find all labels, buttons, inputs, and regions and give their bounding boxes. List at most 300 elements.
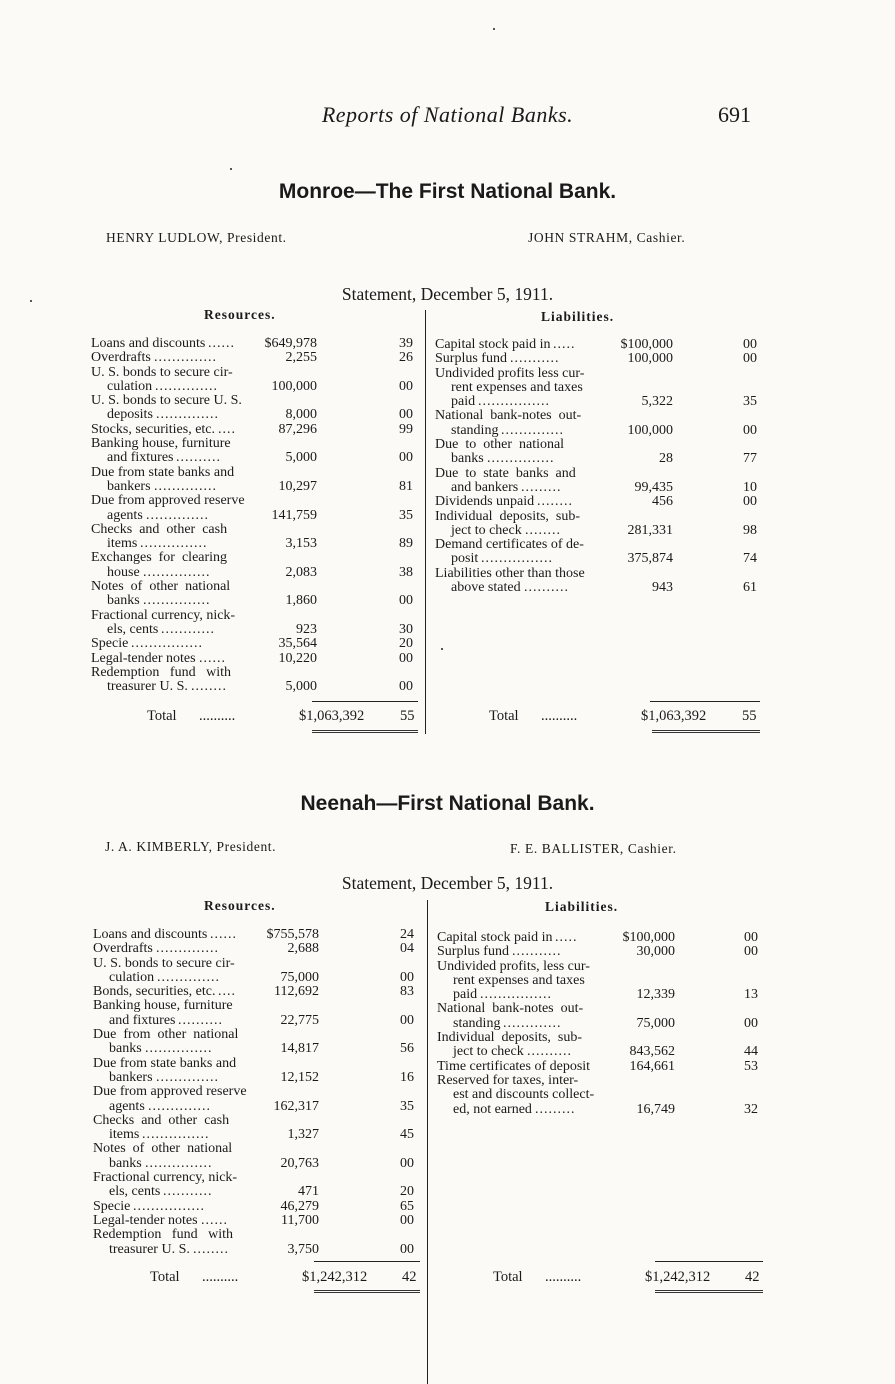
ledger-amount-cents: 00 xyxy=(399,650,413,666)
ledger-label: Fractional currency, nick- xyxy=(93,1170,238,1186)
ledger-label: Individual deposits, sub- xyxy=(435,508,581,524)
leader-dots: .............. xyxy=(157,969,220,985)
liabilities-double-rule xyxy=(652,730,760,733)
ledger-row xyxy=(437,931,767,945)
ledger-amount-cents: 35 xyxy=(400,1098,414,1114)
leader-dots: ................ xyxy=(478,394,550,410)
president-line: HENRY LUDLOW, President. xyxy=(106,230,287,245)
ledger-amount-dollars: $100,000 xyxy=(620,337,673,352)
ledger-amount-cents: 00 xyxy=(399,450,413,466)
ledger-amount-cents: 00 xyxy=(743,494,757,510)
ledger-row xyxy=(93,1028,423,1042)
ledger-row xyxy=(93,1057,423,1071)
leader-dots: .............. xyxy=(501,422,564,438)
ledger-label: Stocks, securities, etc. xyxy=(91,421,216,437)
ledger-label: Undivided profits, less cur- xyxy=(437,958,590,974)
ledger-row xyxy=(435,438,765,452)
ledger-amount-cents: 98 xyxy=(743,522,757,538)
ledger-amount-dollars: 471 xyxy=(298,1184,319,1200)
ledger-row xyxy=(435,409,765,423)
ledger-label: Checks and other cash xyxy=(91,521,228,537)
ledger-row xyxy=(435,367,765,381)
ledger-amount-dollars: 16,749 xyxy=(636,1101,675,1117)
ledger-amount-cents: 00 xyxy=(744,944,758,960)
ledger-amount-cents: 00 xyxy=(744,1015,758,1031)
total-label: Total xyxy=(150,1269,180,1285)
leader-dots: ............. xyxy=(503,1015,562,1031)
leader-dots: ......... xyxy=(521,479,562,495)
ledger-label: Overdrafts xyxy=(91,350,151,366)
total-liabilities-value: $1,063,392 xyxy=(641,708,707,724)
ledger-label: Checks and other cash xyxy=(93,1112,230,1128)
resources-total-row xyxy=(147,708,422,724)
ledger-amount-cents: 00 xyxy=(399,407,413,423)
ledger-amount-cents: 00 xyxy=(400,969,414,985)
leader-dots: ................ xyxy=(481,551,553,567)
ledger-label: Fractional currency, nick- xyxy=(91,607,236,623)
liabilities-sum-rule xyxy=(655,1261,763,1262)
ledger-label: and fixtures xyxy=(107,450,174,466)
total-dots: .......... xyxy=(199,708,236,724)
leader-dots: ............... xyxy=(145,1041,213,1057)
ledger-row xyxy=(93,1171,423,1185)
ledger-amount-cents: 39 xyxy=(399,336,413,351)
ledger-row xyxy=(91,494,421,508)
ledger-row xyxy=(93,1243,423,1257)
ledger-amount-cents: 00 xyxy=(743,351,757,367)
leader-dots: ...... xyxy=(208,336,235,351)
liabilities-ledger xyxy=(435,338,765,595)
running-title: Reports of National Banks. xyxy=(321,102,574,127)
ledger-amount-cents: 65 xyxy=(400,1198,414,1214)
leader-dots: ......... xyxy=(535,1101,576,1117)
column-divider xyxy=(427,900,428,1384)
leader-dots: .......... xyxy=(178,1012,223,1028)
resources-sum-rule xyxy=(312,701,418,702)
ledger-amount-dollars: 3,750 xyxy=(287,1241,319,1257)
ledger-amount-dollars: 20,763 xyxy=(280,1155,319,1171)
scan-speck xyxy=(30,300,32,302)
ledger-label: Specie xyxy=(93,1198,131,1214)
ledger-amount-dollars: 843,562 xyxy=(629,1044,675,1060)
leader-dots: .............. xyxy=(146,507,209,523)
statement-date: Statement, December 5, 1911. xyxy=(341,873,554,893)
ledger-label: Overdrafts xyxy=(93,941,153,957)
ledger-row xyxy=(435,495,765,509)
ledger-label: banks xyxy=(107,593,140,609)
liabilities-heading: Liabilities. xyxy=(541,309,615,324)
total-liabilities-value: $1,242,312 xyxy=(645,1269,711,1285)
ledger-row xyxy=(93,1071,423,1085)
leader-dots: ........... xyxy=(510,351,560,367)
ledger-label: Reserved for taxes, inter- xyxy=(437,1072,579,1088)
leader-dots: .... xyxy=(218,421,236,437)
ledger-row xyxy=(91,423,421,437)
ledger-label: and bankers xyxy=(451,479,519,495)
leader-dots: ............ xyxy=(161,621,215,637)
ledger-amount-dollars: $649,978 xyxy=(264,336,317,351)
ledger-label: Due from other national xyxy=(93,1027,239,1043)
ledger-row xyxy=(93,957,423,971)
ledger-row xyxy=(437,1060,767,1074)
ledger-label: Specie xyxy=(91,636,129,652)
ledger-amount-cents: 00 xyxy=(400,1212,414,1228)
leader-dots: ...... xyxy=(201,1212,228,1228)
ledger-amount-cents: 00 xyxy=(399,593,413,609)
ledger-row xyxy=(91,509,421,523)
ledger-amount-dollars: 2,083 xyxy=(285,564,317,580)
total-dots: .......... xyxy=(202,1269,239,1285)
ledger-amount-cents: 00 xyxy=(743,422,757,438)
leader-dots: ............... xyxy=(487,451,555,467)
total-resources-cents: 42 xyxy=(402,1269,417,1285)
ledger-row xyxy=(437,1103,767,1117)
ledger-row xyxy=(91,523,421,537)
ledger-amount-dollars: 5,000 xyxy=(285,679,317,695)
ledger-amount-cents: 13 xyxy=(744,987,758,1003)
leader-dots: ............... xyxy=(140,536,208,552)
leader-dots: .............. xyxy=(154,478,217,494)
cashier-line: F. E. BALLISTER, Cashier. xyxy=(510,841,677,856)
leader-dots: ........... xyxy=(163,1184,213,1200)
leader-dots: .............. xyxy=(156,407,219,423)
ledger-label: Undivided profits less cur- xyxy=(435,365,585,381)
ledger-amount-dollars: 75,000 xyxy=(636,1015,675,1031)
resources-heading: Resources. xyxy=(204,898,276,913)
ledger-amount-dollars: 46,279 xyxy=(280,1198,319,1214)
ledger-row xyxy=(435,352,765,366)
ledger-row xyxy=(93,1157,423,1171)
bank-section-neenah xyxy=(0,792,895,1312)
ledger-label: Due from approved reserve xyxy=(93,1084,247,1100)
total-resources-value: $1,063,392 xyxy=(299,708,365,724)
ledger-row xyxy=(437,1088,767,1102)
ledger-row xyxy=(93,1128,423,1142)
ledger-row xyxy=(91,666,421,680)
ledger-amount-cents: 81 xyxy=(399,478,413,494)
ledger-amount-cents: 26 xyxy=(399,350,413,366)
ledger-amount-dollars: 75,000 xyxy=(280,969,319,985)
ledger-label: est and discounts collect- xyxy=(453,1087,595,1103)
leader-dots: ..... xyxy=(555,930,578,945)
ledger-amount-dollars: 1,327 xyxy=(287,1127,319,1143)
ledger-row xyxy=(437,974,767,988)
ledger-label: Exchanges for clearing xyxy=(91,550,228,566)
liabilities-total-row xyxy=(489,708,764,724)
ledger-label: National bank-notes out- xyxy=(437,1001,584,1017)
ledger-row xyxy=(93,928,423,942)
bank-title: Monroe—The First National Bank. xyxy=(278,180,617,203)
ledger-amount-cents: 10 xyxy=(743,479,757,495)
ledger-row xyxy=(93,1185,423,1199)
ledger-label: paid xyxy=(451,394,476,410)
ledger-row xyxy=(435,452,765,466)
ledger-row xyxy=(435,552,765,566)
ledger-row xyxy=(435,581,765,595)
ledger-amount-dollars: 100,000 xyxy=(627,351,673,367)
ledger-label: Loans and discounts xyxy=(91,336,206,351)
ledger-label: Demand certificates of de- xyxy=(435,537,584,553)
ledger-amount-dollars: 100,000 xyxy=(271,378,317,394)
ledger-label: paid xyxy=(453,987,478,1003)
leader-dots: .... xyxy=(218,984,236,1000)
ledger-row xyxy=(91,408,421,422)
ledger-row xyxy=(91,623,421,637)
ledger-amount-dollars: 14,817 xyxy=(280,1041,319,1057)
ledger-label: Surplus fund xyxy=(437,944,509,960)
ledger-label: Dividends unpaid xyxy=(435,494,535,510)
ledger-amount-dollars: 8,000 xyxy=(285,407,317,423)
bank-title: Neenah—First National Bank. xyxy=(300,792,595,815)
liabilities-double-rule xyxy=(655,1290,763,1293)
ledger-row xyxy=(437,960,767,974)
ledger-amount-dollars: 30,000 xyxy=(636,944,675,960)
ledger-amount-cents: 77 xyxy=(743,451,757,467)
leader-dots: .............. xyxy=(156,941,219,957)
ledger-row xyxy=(437,1031,767,1045)
ledger-amount-dollars: 22,775 xyxy=(280,1012,319,1028)
liabilities-ledger xyxy=(437,931,767,1117)
ledger-amount-cents: 99 xyxy=(399,421,413,437)
ledger-amount-cents: 00 xyxy=(400,1241,414,1257)
ledger-row xyxy=(435,481,765,495)
ledger-label: Loans and discounts xyxy=(93,927,208,942)
ledger-amount-cents: 00 xyxy=(400,1155,414,1171)
leader-dots: ...... xyxy=(210,927,237,942)
ledger-label: culation xyxy=(109,969,155,985)
ledger-label: Redemption fund with xyxy=(93,1227,233,1243)
ledger-label: and fixtures xyxy=(109,1012,176,1028)
ledger-label: ject to check xyxy=(453,1044,524,1060)
ledger-label: Surplus fund xyxy=(435,351,507,367)
ledger-amount-cents: 35 xyxy=(743,394,757,410)
ledger-row xyxy=(435,424,765,438)
ledger-amount-dollars: 99,435 xyxy=(634,479,673,495)
ledger-amount-cents: 16 xyxy=(400,1069,414,1085)
resources-sum-rule xyxy=(314,1261,420,1262)
ledger-amount-cents: 89 xyxy=(399,536,413,552)
ledger-label: U. S. bonds to secure cir- xyxy=(91,364,233,380)
bank-section-monroe xyxy=(0,180,895,760)
ledger-amount-cents: 00 xyxy=(400,1012,414,1028)
ledger-row xyxy=(93,1214,423,1228)
leader-dots: ........ xyxy=(193,1241,229,1257)
ledger-row xyxy=(93,1114,423,1128)
ledger-amount-dollars: 3,153 xyxy=(285,536,317,552)
ledger-amount-cents: 00 xyxy=(399,378,413,394)
ledger-row xyxy=(437,1074,767,1088)
ledger-amount-dollars: 35,564 xyxy=(278,636,317,652)
ledger-row xyxy=(91,537,421,551)
ledger-label: banks xyxy=(109,1041,142,1057)
leader-dots: .............. xyxy=(154,350,217,366)
ledger-label: banks xyxy=(451,451,484,467)
ledger-amount-dollars: 1,860 xyxy=(285,593,317,609)
ledger-label: standing xyxy=(451,422,499,438)
liabilities-total-row xyxy=(493,1269,768,1285)
ledger-row xyxy=(91,466,421,480)
ledger-row xyxy=(437,1017,767,1031)
ledger-amount-dollars: 112,692 xyxy=(274,984,319,1000)
ledger-amount-cents: 56 xyxy=(400,1041,414,1057)
ledger-row xyxy=(435,524,765,538)
leader-dots: .......... xyxy=(176,450,221,466)
leader-dots: ........ xyxy=(191,679,227,695)
ledger-label: els, cents xyxy=(107,621,159,637)
ledger-label: Due to other national xyxy=(435,437,565,453)
ledger-amount-dollars: 5,000 xyxy=(285,450,317,466)
ledger-label: Capital stock paid in xyxy=(435,337,551,352)
ledger-label: Liabilities other than those xyxy=(435,565,585,581)
ledger-row xyxy=(93,1085,423,1099)
ledger-label: bankers xyxy=(107,478,151,494)
leader-dots: .............. xyxy=(148,1098,211,1114)
total-liabilities-cents: 55 xyxy=(742,708,757,724)
ledger-row xyxy=(91,580,421,594)
column-divider xyxy=(425,310,426,734)
ledger-label: National bank-notes out- xyxy=(435,408,582,424)
ledger-label: Legal-tender notes xyxy=(91,650,196,666)
scan-speck xyxy=(230,168,232,170)
ledger-row xyxy=(437,945,767,959)
ledger-row xyxy=(435,538,765,552)
ledger-row xyxy=(435,467,765,481)
ledger-label: treasurer U. S. xyxy=(107,679,188,695)
page-number: 691 xyxy=(718,102,751,127)
ledger-row xyxy=(91,637,421,651)
ledger-label: Bonds, securities, etc. xyxy=(93,984,216,1000)
ledger-label: treasurer U. S. xyxy=(109,1241,190,1257)
statement-date: Statement, December 5, 1911. xyxy=(341,284,554,304)
leader-dots: ........... xyxy=(512,944,562,960)
ledger-amount-dollars: 375,874 xyxy=(627,551,673,567)
ledger-amount-dollars: 11,700 xyxy=(281,1212,319,1228)
ledger-label: deposits xyxy=(107,407,153,423)
ledger-row xyxy=(435,338,765,352)
ledger-row xyxy=(93,1014,423,1028)
leader-dots: .............. xyxy=(156,1069,219,1085)
ledger-label: Legal-tender notes xyxy=(93,1212,198,1228)
ledger-row xyxy=(93,985,423,999)
ledger-row xyxy=(435,510,765,524)
ledger-amount-cents: 74 xyxy=(743,551,757,567)
ledger-label: Redemption fund with xyxy=(91,664,231,680)
ledger-label: banks xyxy=(109,1155,142,1171)
total-resources-value: $1,242,312 xyxy=(302,1269,368,1285)
ledger-row xyxy=(93,1142,423,1156)
ledger-row xyxy=(435,381,765,395)
ledger-label: U. S. bonds to secure cir- xyxy=(93,955,235,971)
ledger-label: above stated xyxy=(451,580,521,596)
resources-ledger xyxy=(93,928,423,1257)
leader-dots: .......... xyxy=(527,1044,572,1060)
ledger-row xyxy=(93,942,423,956)
ledger-row xyxy=(91,594,421,608)
liabilities-sum-rule xyxy=(650,701,760,702)
ledger-label: els, cents xyxy=(109,1184,161,1200)
ledger-label: Notes of other national xyxy=(91,579,231,595)
ledger-row xyxy=(437,988,767,1002)
ledger-row xyxy=(93,1100,423,1114)
page-header xyxy=(0,102,895,132)
total-label: Total xyxy=(489,708,519,724)
ledger-amount-cents: 00 xyxy=(399,679,413,695)
ledger-amount-dollars: $755,578 xyxy=(266,927,319,942)
resources-double-rule xyxy=(314,1290,420,1293)
ledger-amount-dollars: 5,322 xyxy=(641,394,673,410)
ledger-amount-dollars: 10,297 xyxy=(278,478,317,494)
leader-dots: ................ xyxy=(480,987,552,1003)
ledger-label: house xyxy=(107,564,140,580)
ledger-label: Individual deposits, sub- xyxy=(437,1030,583,1046)
ledger-amount-cents: 45 xyxy=(400,1127,414,1143)
ledger-amount-cents: 53 xyxy=(744,1058,758,1074)
ledger-amount-cents: 00 xyxy=(743,337,757,352)
leader-dots: ........ xyxy=(525,522,561,538)
resources-total-row xyxy=(150,1269,425,1285)
ledger-amount-cents: 24 xyxy=(400,927,414,942)
ledger-label: agents xyxy=(107,507,143,523)
ledger-label: ject to check xyxy=(451,522,522,538)
liabilities-heading: Liabilities. xyxy=(545,899,619,914)
ledger-amount-dollars: 2,688 xyxy=(287,941,319,957)
ledger-amount-dollars: $100,000 xyxy=(622,930,675,945)
ledger-amount-cents: 44 xyxy=(744,1044,758,1060)
leader-dots: ............... xyxy=(145,1155,213,1171)
ledger-row xyxy=(91,337,421,351)
ledger-label: Notes of other national xyxy=(93,1141,233,1157)
ledger-row xyxy=(91,394,421,408)
ledger-label: standing xyxy=(453,1015,501,1031)
ledger-amount-cents: 83 xyxy=(400,984,414,1000)
ledger-label: U. S. bonds to secure U. S. xyxy=(91,393,242,409)
ledger-label: Due to state banks and xyxy=(435,465,576,481)
ledger-row xyxy=(437,1045,767,1059)
ledger-label: rent expenses and taxes xyxy=(451,379,583,395)
total-liabilities-cents: 42 xyxy=(745,1269,760,1285)
ledger-row xyxy=(91,609,421,623)
ledger-row xyxy=(435,395,765,409)
ledger-row xyxy=(437,1002,767,1016)
ledger-label: Time certificates of deposit xyxy=(437,1058,591,1074)
ledger-label: Due from approved reserve xyxy=(91,493,245,509)
total-label: Total xyxy=(493,1269,523,1285)
ledger-amount-cents: 35 xyxy=(399,507,413,523)
ledger-amount-cents: 61 xyxy=(743,580,757,596)
ledger-label: Banking house, furniture xyxy=(91,436,231,452)
ledger-label: culation xyxy=(107,378,153,394)
ledger-label: items xyxy=(107,536,138,552)
leader-dots: ................ xyxy=(133,1198,205,1214)
ledger-label: ed, not earned xyxy=(453,1101,532,1117)
ledger-amount-cents: 20 xyxy=(400,1184,414,1200)
cashier-line: JOHN STRAHM, Cashier. xyxy=(528,230,686,245)
total-resources-cents: 55 xyxy=(400,708,415,724)
ledger-amount-dollars: 943 xyxy=(652,580,673,596)
ledger-amount-cents: 00 xyxy=(744,930,758,945)
ledger-row xyxy=(91,451,421,465)
ledger-amount-dollars: 281,331 xyxy=(627,522,673,538)
ledger-row xyxy=(91,437,421,451)
ledger-amount-dollars: 12,152 xyxy=(280,1069,319,1085)
ledger-amount-dollars: 2,255 xyxy=(285,350,317,366)
leader-dots: ........ xyxy=(537,494,573,510)
scan-speck xyxy=(441,648,443,650)
president-line: J. A. KIMBERLY, President. xyxy=(105,839,277,854)
ledger-amount-dollars: 164,661 xyxy=(629,1058,675,1074)
ledger-label: rent expenses and taxes xyxy=(453,972,585,988)
ledger-row xyxy=(91,380,421,394)
